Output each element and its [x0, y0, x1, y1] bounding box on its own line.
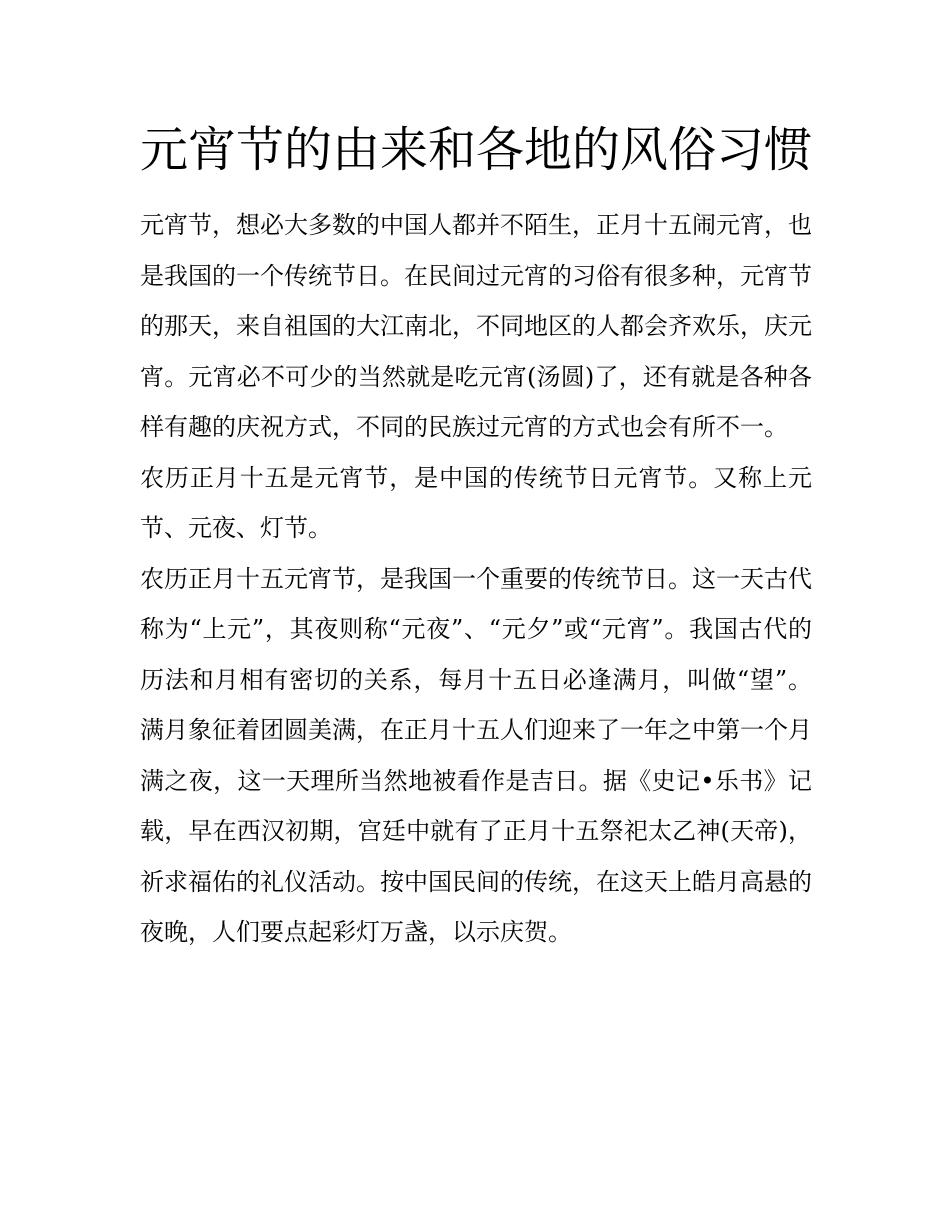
paragraph-definition: 农历正月十五是元宵节，是中国的传统节日元宵节。又称上元节、元夜、灯节。: [140, 463, 812, 542]
paragraph-history: 农历正月十五元宵节，是我国一个重要的传统节日。这一天古代称为“上元”，其夜则称“元夜”、“元夕”或“元宵”。我国古代的历法和月相有密切的关系，每月十五日必逢满月，叫做“望”。满月象征着团圆美满，在正月十五人们迎来了一年之中第一个月满之夜，这一天理所当然地被看作是吉日。据《史记•乐书》记载，早在西汉初期，宫廷中就有了正月十五祭祀太乙神(天帝)，祈求福佑的礼仪活动。按中国民间的传统，在这天上皓月高悬的夜晚，人们要点起彩灯万盏，以示庆贺。: [140, 564, 812, 946]
document-title: 元宵节的由来和各地的风俗习惯: [140, 122, 813, 178]
document-content: [140, 112, 812, 958]
paragraph-intro: 元宵节，想必大多数的中国人都并不陌生，正月十五闹元宵，也是我国的一个传统节日。在民间过元宵的习俗有很多种，元宵节的那天，来自祖国的大江南北，不同地区的人都会齐欢乐，庆元宵。元宵必不可少的当然就是吃元宵(汤圆)了，还有就是各种各样有趣的庆祝方式，不同的民族过元宵的方式也会有所不一。: [140, 211, 812, 441]
